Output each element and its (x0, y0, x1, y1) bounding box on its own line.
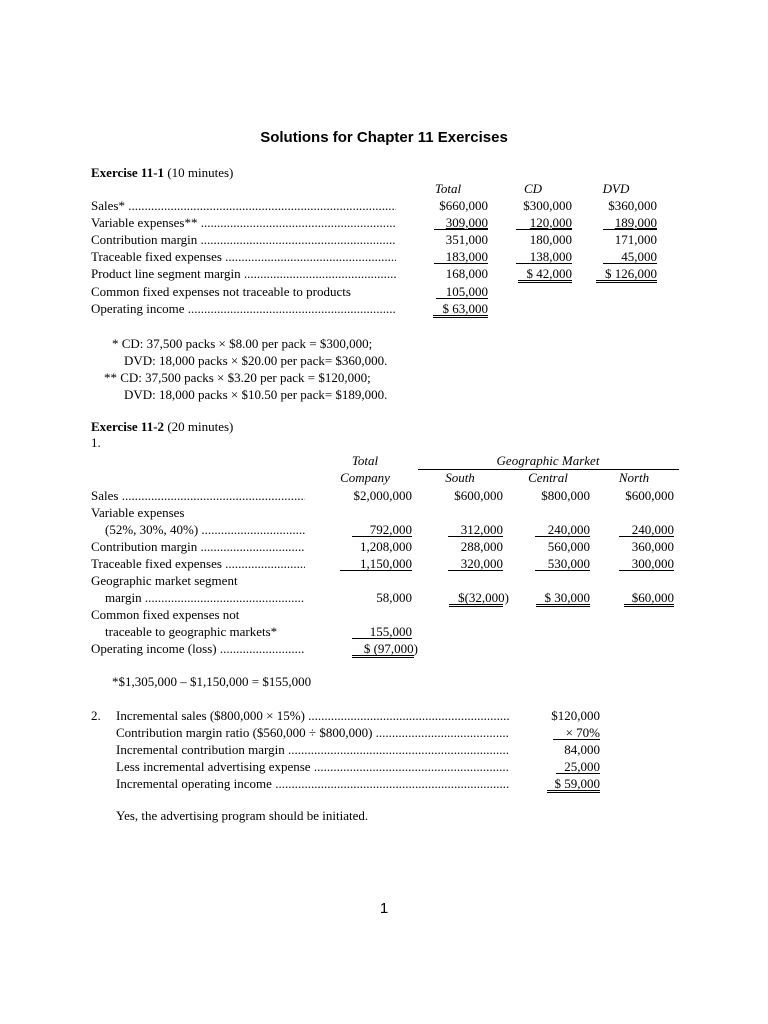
value-total: 1,150,000 (360, 556, 412, 571)
exercise-time: (10 minutes) (167, 165, 234, 180)
note-line: ** CD: 37,500 packs × $3.20 per pack = $120,000; (104, 370, 371, 385)
col-header-cd: CD (523, 181, 543, 196)
value-north: 240,000 (631, 522, 674, 537)
value-total: $660,000 (439, 198, 488, 213)
row-label: Traceable fixed expenses ..... (91, 249, 396, 265)
value-central: 240,000 (547, 522, 590, 537)
row-value: $ 59,000 (554, 776, 600, 791)
col-header-company: Company (340, 470, 390, 485)
value-north: $60,000 (631, 590, 674, 605)
value-dvd: 189,000 (614, 215, 657, 230)
row-label: Incremental sales ($800,000 × 15%) ..... (116, 708, 509, 724)
value-total: 309,000 (445, 215, 488, 230)
value-total: 183,000 (445, 249, 488, 264)
exercise-11-1-heading (91, 165, 233, 181)
row-label: Sales* ..... (91, 198, 396, 214)
row-label: Incremental contribution margin ..... (116, 742, 509, 758)
value-total: 1,208,000 (360, 539, 412, 554)
value-central: $ 30,000 (544, 590, 590, 605)
row-label: Operating income (loss) ..... (91, 641, 305, 657)
value-south: 288,000 (460, 539, 503, 554)
row-value: 84,000 (564, 742, 600, 757)
value-cd: 138,000 (529, 249, 572, 264)
row-label: Variable expenses (91, 505, 185, 520)
value-north: 360,000 (631, 539, 674, 554)
value-total: 105,000 (445, 284, 488, 299)
value-central: $800,000 (541, 488, 590, 503)
value-total: $ (97,000) (363, 641, 418, 656)
value-total: 792,000 (369, 522, 412, 537)
value-cd: $ 42,000 (526, 266, 572, 281)
value-total: $2,000,000 (353, 488, 412, 503)
row-label: Geographic market segment (91, 573, 238, 588)
col-header-dvd: DVD (602, 181, 630, 196)
value-north: 300,000 (631, 556, 674, 571)
value-dvd: 45,000 (621, 249, 657, 264)
col-header-total: Total (351, 453, 379, 468)
row-label: Contribution margin ..... (91, 539, 305, 555)
row-label: (52%, 30%, 40%) ..... (105, 522, 305, 538)
row-label: Incremental operating income ..... (116, 776, 509, 792)
exercise-title: Exercise 11-2 (91, 419, 165, 434)
conclusion: Yes, the advertising program should be initiated. (116, 808, 369, 823)
value-cd: 120,000 (529, 215, 572, 230)
row-value: $120,000 (551, 708, 600, 723)
footnote: *$1,305,000 – $1,150,000 = $155,000 (112, 674, 312, 689)
row-label: Contribution margin ratio ($560,000 ÷ $800,000) ..... (116, 725, 509, 741)
col-header-north: North (618, 470, 650, 485)
row-label: traceable to geographic markets* (105, 624, 278, 639)
value-north: $600,000 (625, 488, 674, 503)
page-title: Solutions for Chapter 11 Exercises (260, 129, 508, 146)
row-label: Contribution margin ..... (91, 232, 396, 248)
row-label: margin ..... (105, 590, 305, 606)
row-label: Variable expenses** ..... (91, 215, 396, 231)
col-header-central: Central (528, 470, 568, 485)
value-dvd: 171,000 (614, 232, 657, 247)
value-dvd: $ 126,000 (605, 266, 657, 281)
col-header-south: South (445, 470, 475, 485)
note-line: * CD: 37,500 packs × $8.00 per pack = $300,000; (112, 336, 373, 351)
value-total: 351,000 (445, 232, 488, 247)
col-header-total: Total (434, 181, 462, 196)
row-label: Common fixed expenses not traceable to products (91, 284, 351, 299)
value-south: $(32,000) (458, 590, 509, 605)
row-label: Sales ..... (91, 488, 305, 504)
value-cd: $300,000 (523, 198, 572, 213)
row-label: Traceable fixed expenses ..... (91, 556, 305, 572)
value-central: 560,000 (547, 539, 590, 554)
value-south: 320,000 (460, 556, 503, 571)
row-label: Common fixed expenses not (91, 607, 240, 622)
value-total: 155,000 (369, 624, 412, 639)
value-central: 530,000 (547, 556, 590, 571)
row-label: Less incremental advertising expense ..... (116, 759, 509, 775)
row-value: 25,000 (564, 759, 600, 774)
note-line: DVD: 18,000 packs × $20.00 per pack= $360,000. (124, 353, 388, 368)
value-south: $600,000 (454, 488, 503, 503)
value-cd: 180,000 (529, 232, 572, 247)
value-total: 168,000 (445, 266, 488, 281)
exercise-title: Exercise 11-1 (91, 165, 165, 180)
row-label: Product line segment margin ..... (91, 266, 396, 282)
value-total: 58,000 (376, 590, 412, 605)
value-dvd: $360,000 (608, 198, 657, 213)
part-number: 2. (91, 708, 101, 723)
part-number: 1. (91, 435, 101, 450)
value-total: $ 63,000 (442, 301, 488, 316)
col-group-header: Geographic Market (496, 453, 600, 468)
row-value: × 70% (565, 725, 600, 740)
page-number: 1 (379, 900, 389, 917)
exercise-11-2-heading (91, 419, 233, 435)
exercise-time: (20 minutes) (167, 419, 234, 434)
row-label: Operating income ..... (91, 301, 396, 317)
value-south: 312,000 (460, 522, 503, 537)
note-line: DVD: 18,000 packs × $10.50 per pack= $189,000. (124, 387, 388, 402)
